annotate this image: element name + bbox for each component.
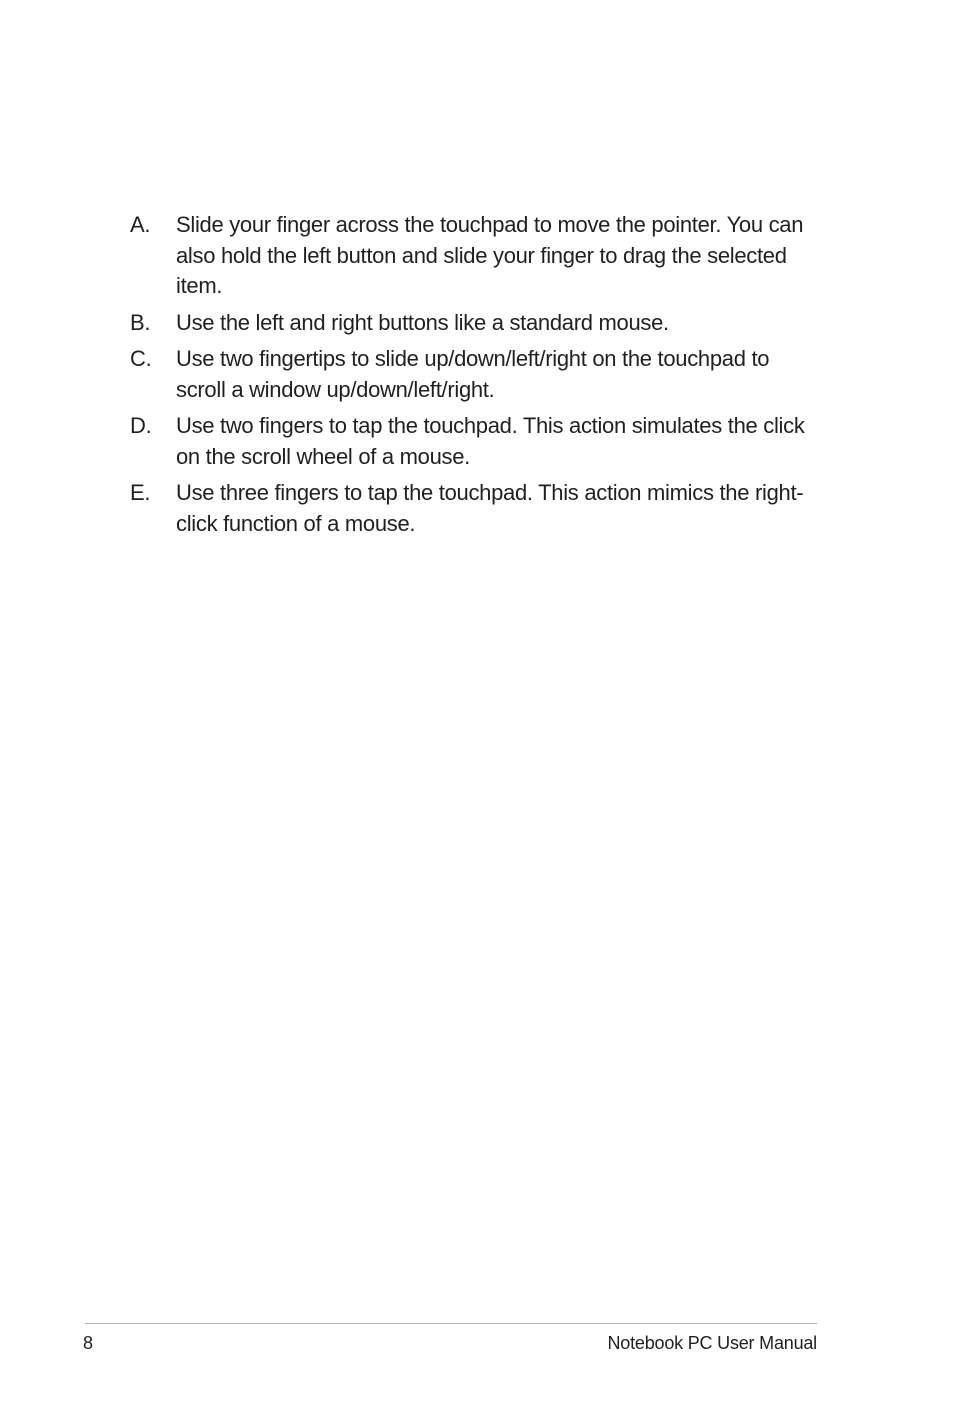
page-number: 8 — [83, 1333, 94, 1353]
instruction-item-c — [130, 344, 820, 405]
item-letter: C. — [130, 346, 152, 371]
instruction-item-e — [130, 478, 820, 539]
item-letter: A. — [130, 212, 151, 237]
manual-title: Notebook PC User Manual — [607, 1333, 817, 1353]
item-letter: E. — [130, 480, 151, 505]
item-text: Slide your finger across the touchpad to move the pointer. You can also hold the left button and slide your finger to drag the selected item. — [176, 212, 804, 298]
instruction-item-b — [130, 308, 820, 339]
instruction-item-a — [130, 210, 820, 302]
item-text: Use three fingers to tap the touchpad. This action mimics the right-click function of a mouse. — [176, 480, 804, 536]
item-letter: D. — [130, 413, 152, 438]
touchpad-instruction-list — [130, 210, 820, 545]
item-letter: B. — [130, 309, 151, 335]
item-text: Use two fingers to tap the touchpad. This action simulates the click on the scroll wheel of a mouse. — [176, 413, 805, 469]
item-text: Use two fingertips to slide up/down/left/right on the touchpad to scroll a window up/down/left/right. — [176, 346, 770, 402]
instruction-item-d — [130, 411, 820, 472]
item-text: Use the left and right buttons like a standard mouse. — [176, 309, 669, 335]
footer-divider — [85, 1323, 817, 1324]
